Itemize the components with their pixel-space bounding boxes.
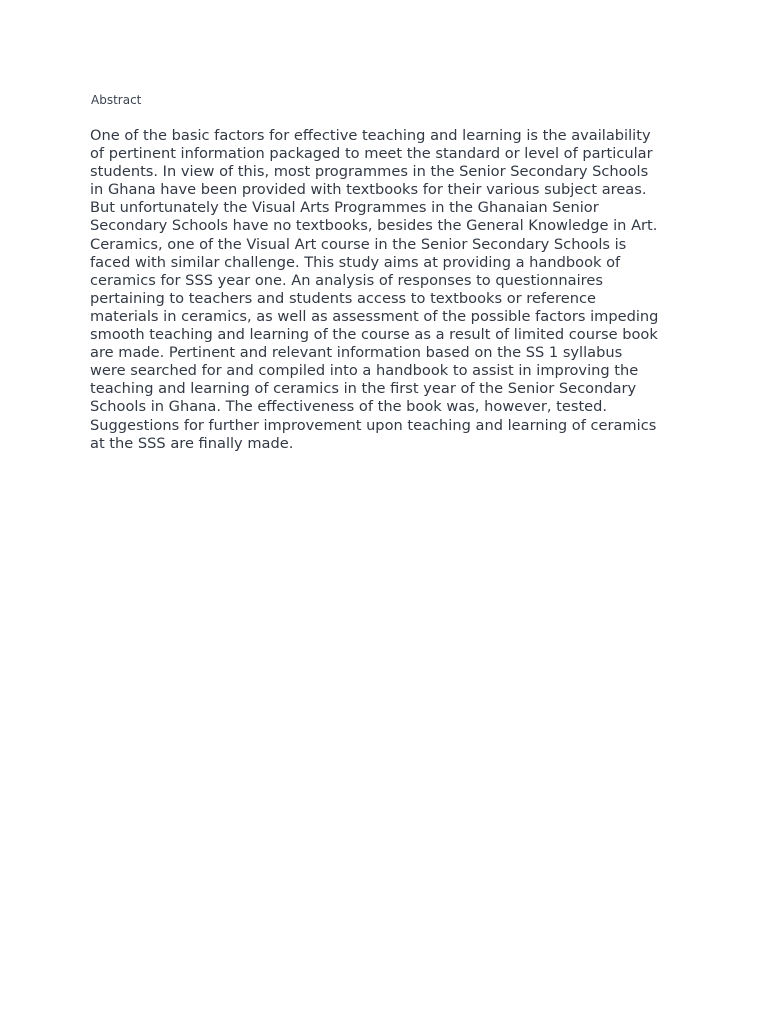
abstract-line: students. In view of this, most programmes in the Senior Secondary Schools bbox=[90, 163, 649, 181]
abstract-line: at the SSS are finally made. bbox=[90, 434, 294, 452]
abstract-heading: Abstract bbox=[91, 93, 142, 107]
abstract-line: materials in ceramics, as well as assessment of the possible factors impeding bbox=[90, 307, 659, 325]
abstract-line: Suggestions for further improvement upon teaching and learning of ceramics bbox=[90, 416, 657, 434]
abstract-line: faced with similar challenge. This study aims at providing a handbook of bbox=[90, 253, 621, 271]
abstract-line: But unfortunately the Visual Arts Programmes in the Ghanaian Senior bbox=[90, 199, 599, 217]
abstract-line: of pertinent information packaged to meet the standard or level of particular bbox=[90, 145, 653, 163]
abstract-line: teaching and learning of ceramics in the first year of the Senior Secondary bbox=[90, 380, 637, 398]
abstract-line: Ceramics, one of the Visual Art course in the Senior Secondary Schools is bbox=[90, 235, 627, 253]
abstract-line: ceramics for SSS year one. An analysis of responses to questionnaires bbox=[90, 271, 603, 289]
abstract-line: One of the basic factors for effective teaching and learning is the availability bbox=[90, 127, 651, 144]
abstract-body bbox=[90, 127, 690, 453]
abstract-line: Secondary Schools have no textbooks, besides the General Knowledge in Art. bbox=[90, 217, 658, 235]
abstract-line: in Ghana have been provided with textbooks for their various subject areas. bbox=[90, 181, 647, 199]
abstract-line: pertaining to teachers and students access to textbooks or reference bbox=[90, 289, 596, 307]
abstract-line: were searched for and compiled into a handbook to assist in improving the bbox=[90, 362, 639, 380]
abstract-line: smooth teaching and learning of the course as a result of limited course book bbox=[90, 326, 658, 344]
abstract-line: are made. Pertinent and relevant information based on the SS 1 syllabus bbox=[90, 344, 623, 362]
abstract-line: Schools in Ghana. The effectiveness of the book was, however, tested. bbox=[90, 398, 608, 416]
